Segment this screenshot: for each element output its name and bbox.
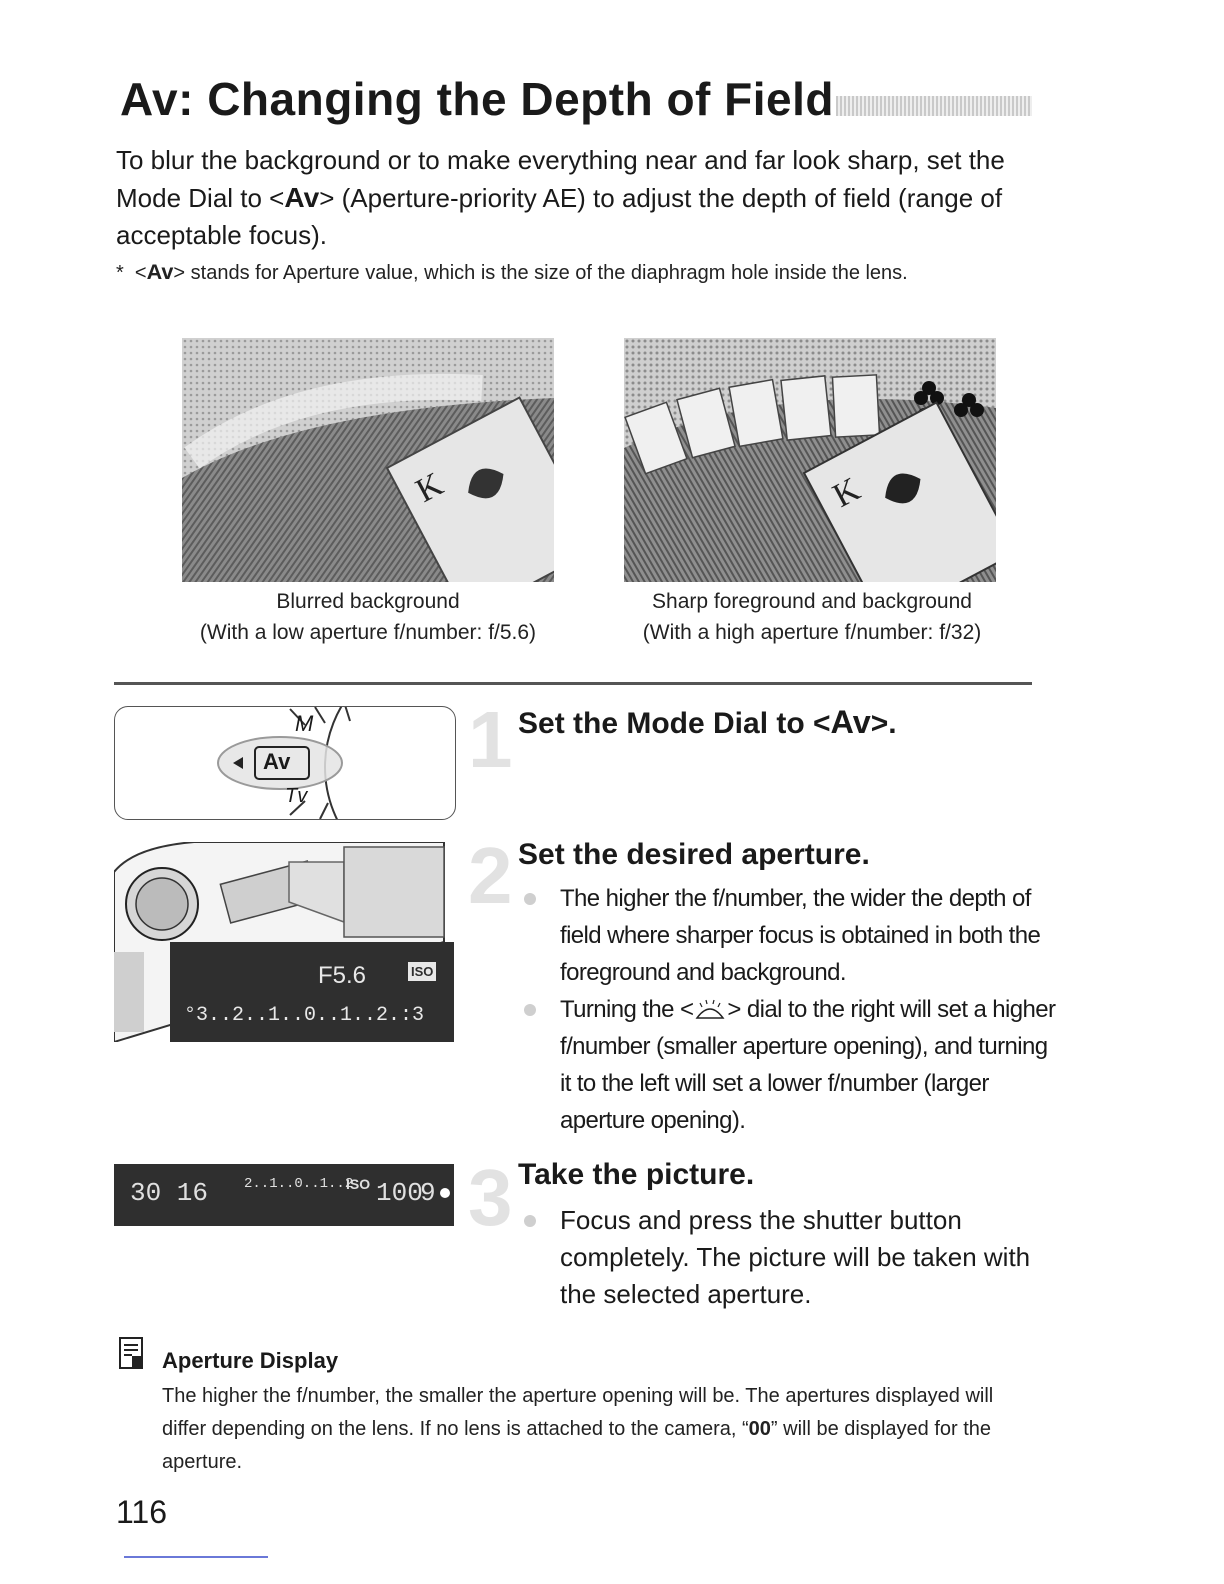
svg-text:K: K <box>410 465 450 510</box>
dial-label-tv: Tv <box>285 785 308 807</box>
dial-label-m: M <box>295 711 314 736</box>
caption-1-line-2: (With a low aperture f/number: f/5.6) <box>199 621 537 644</box>
title-decoration-bar <box>836 96 1032 116</box>
step-2-number: 2 <box>468 831 513 920</box>
page-number: 116 <box>116 1494 168 1530</box>
photo-blurred-background <box>182 338 554 582</box>
bullet-dot-icon <box>524 893 536 905</box>
intro-text-b: > (Aperture-priority AE) to adjust the depth of field (range of acceptable focus). <box>116 183 1003 250</box>
note-body-bold: 00 <box>748 1418 771 1440</box>
step-1-number: 1 <box>468 695 513 784</box>
intro-paragraph <box>116 142 1056 254</box>
lcd-panel <box>170 942 454 1042</box>
playing-cards-sharp-image <box>624 338 996 582</box>
note-body <box>162 1380 1042 1479</box>
title-text: : Changing the Depth of Field <box>178 73 834 125</box>
intro-av: Av <box>284 182 320 213</box>
viewfinder-iso: ISO <box>346 1176 371 1192</box>
step-2-bullets <box>516 880 1056 1139</box>
playing-cards-blurred-image <box>182 338 554 582</box>
step-3-bullet-1 <box>516 1202 1046 1313</box>
step-2-bullet-2-post: > dial to the right will set a higher f/number (smaller aperture opening), and turning it to the left will set a lower f/number (larger aperture opening). <box>560 996 1056 1134</box>
svg-text:K: K <box>827 470 867 515</box>
note-body-pre: The higher the f/number, the smaller the aperture opening will be. The apertures displayed will differ depending on the lens. If no lens is attached to the camera, “ <box>162 1385 994 1440</box>
step-2-bullet-2 <box>516 991 1056 1139</box>
note-body-post: ” will be displayed for the aperture. <box>162 1418 992 1473</box>
lcd-aperture: F5.6 <box>318 962 367 989</box>
step-3-bullet-1-text: Focus and press the shutter button completely. The picture will be taken with the selected aperture. <box>560 1205 1031 1309</box>
step-2-bullet-1 <box>516 880 1056 991</box>
step-3-title: Take the picture. <box>518 1158 755 1191</box>
caption-2-line-2: (With a high aperture f/number: f/32) <box>642 621 982 644</box>
step-3-bullets <box>516 1202 1046 1313</box>
main-dial-icon <box>693 998 727 1020</box>
viewfinder-shot-count: 9 <box>420 1178 436 1208</box>
bullet-dot-icon <box>524 1004 536 1016</box>
step-1-title <box>518 704 897 741</box>
camera-dial-lcd-illustration <box>114 842 454 1042</box>
step-2-title: Set the desired aperture. <box>518 838 870 871</box>
footnote-star: * <box>116 262 124 284</box>
photo-caption-2 <box>602 586 1022 648</box>
viewfinder-display <box>114 1164 454 1226</box>
lcd-iso-icon: ISO <box>408 962 436 981</box>
viewfinder-scale: 2..1..0..1..2 <box>244 1176 354 1192</box>
step-1-title-post: >. <box>870 707 897 740</box>
note-title: Aperture Display <box>162 1348 339 1373</box>
caption-2-line-1: Sharp foreground and background <box>652 590 972 613</box>
page-number-underline <box>124 1556 268 1558</box>
lcd-exposure-scale: °3..2..1..0..1..2.:3 <box>184 1004 425 1027</box>
bullet-dot-icon <box>524 1215 536 1227</box>
footnote-pre: < <box>134 262 147 284</box>
step-2-bullet-2-pre: Turning the < <box>560 996 694 1023</box>
section-divider <box>114 682 1032 685</box>
note-memo-icon <box>118 1336 146 1370</box>
focus-confirmation-icon <box>440 1188 450 1198</box>
footnote-text: > stands for Aperture value, which is the size of the diaphragm hole inside the lens. <box>173 262 908 284</box>
page-title <box>120 72 834 126</box>
viewfinder-iso-value: 100 <box>376 1178 423 1208</box>
intro-text-a: To blur the background or to make everything near and far look sharp, set the Mode Dial to < <box>116 145 1005 213</box>
footnote <box>116 256 1056 289</box>
step-1-title-av: Av <box>830 704 871 740</box>
caption-1-line-1: Blurred background <box>276 590 460 613</box>
dial-label-av: Av <box>263 749 291 774</box>
photo-caption-1 <box>158 586 578 648</box>
step-3-number: 3 <box>468 1153 513 1242</box>
step-1-title-pre: Set the Mode Dial to < <box>518 707 831 740</box>
mode-dial-illustration <box>114 706 456 820</box>
step-2-bullet-1-text: The higher the f/number, the wider the depth of field where sharper focus is obtained in both the foreground and background. <box>560 885 1041 986</box>
footnote-av: Av <box>146 259 174 284</box>
title-av: Av <box>120 73 179 125</box>
viewfinder-shutter-aperture: 30 16 <box>130 1178 209 1208</box>
photo-sharp-foreground-background <box>624 338 996 582</box>
